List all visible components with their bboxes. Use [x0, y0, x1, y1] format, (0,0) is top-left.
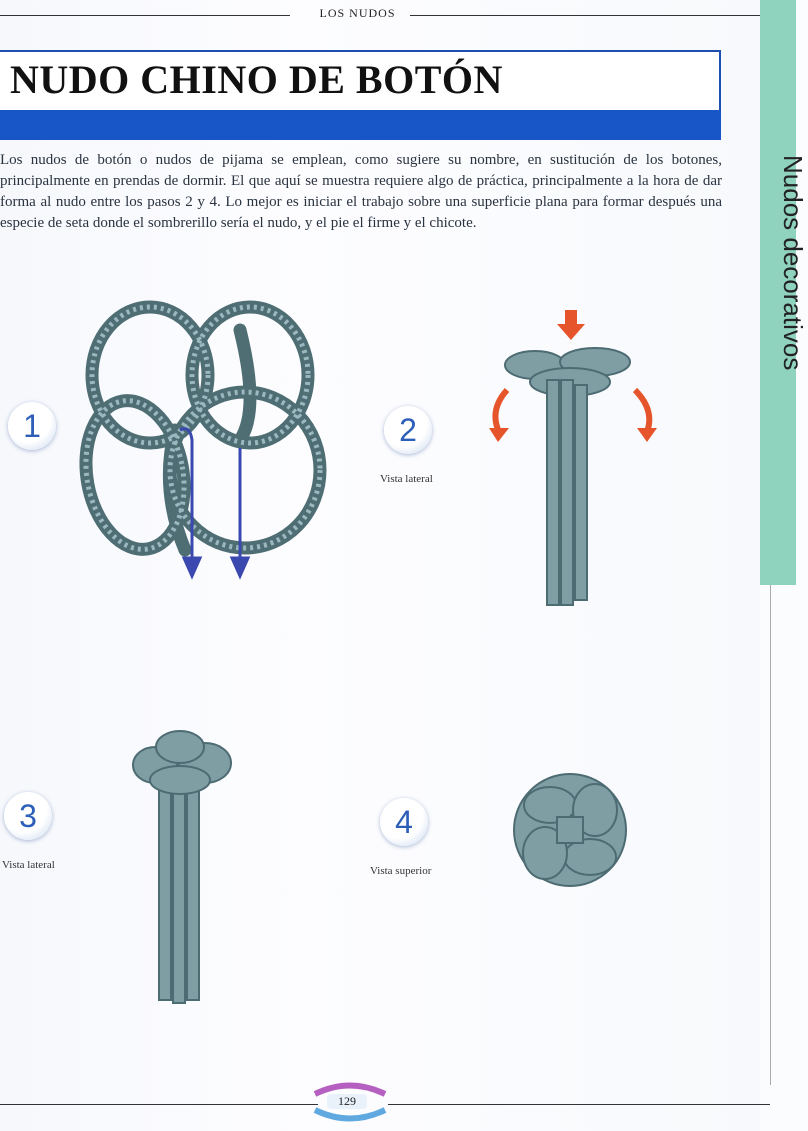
- title-accent-band: [0, 110, 721, 140]
- page-title: NUDO CHINO DE BOTÓN: [10, 57, 503, 102]
- header-rule-left: [0, 15, 290, 16]
- page-number: 129: [327, 1094, 367, 1109]
- footer-rule-left: [0, 1104, 318, 1105]
- side-tab-label: Nudos decorativos: [778, 155, 808, 371]
- step-4-knot-photo: [505, 765, 635, 895]
- step-4-caption: Vista superior: [370, 865, 432, 877]
- step-4-number: 4: [380, 798, 428, 846]
- step-2-caption: Vista lateral: [380, 473, 433, 485]
- step-3-number: 3: [4, 792, 52, 840]
- step-1-number: 1: [8, 402, 56, 450]
- step-3-caption: Vista lateral: [2, 859, 55, 871]
- step-1-knot-diagram: [80, 290, 340, 590]
- title-box: [0, 50, 721, 112]
- running-header: LOS NUDOS: [319, 6, 396, 20]
- step-2-number: 2: [384, 406, 432, 454]
- step-3-knot-photo: [125, 725, 245, 1010]
- side-margin-line: [770, 585, 771, 1085]
- intro-paragraph: Los nudos de botón o nudos de pijama se emplean, como sugiere su nombre, en sustitución de los botones, principalmente en prendas de dormir. El que aquí se muestra requiere algo de práctica, principalmente a la hora de dar forma al nudo entre los pasos 2 y 4. Lo mejor es iniciar el trabajo sobre una superficie plana para formar después una especie de seta donde el sombrerillo sería el nudo, y el pie el firme y el chicote.: [0, 152, 722, 231]
- header-rule-right: [410, 15, 760, 16]
- step-2-knot-photo: [485, 310, 665, 610]
- footer-rule-right: [388, 1104, 770, 1105]
